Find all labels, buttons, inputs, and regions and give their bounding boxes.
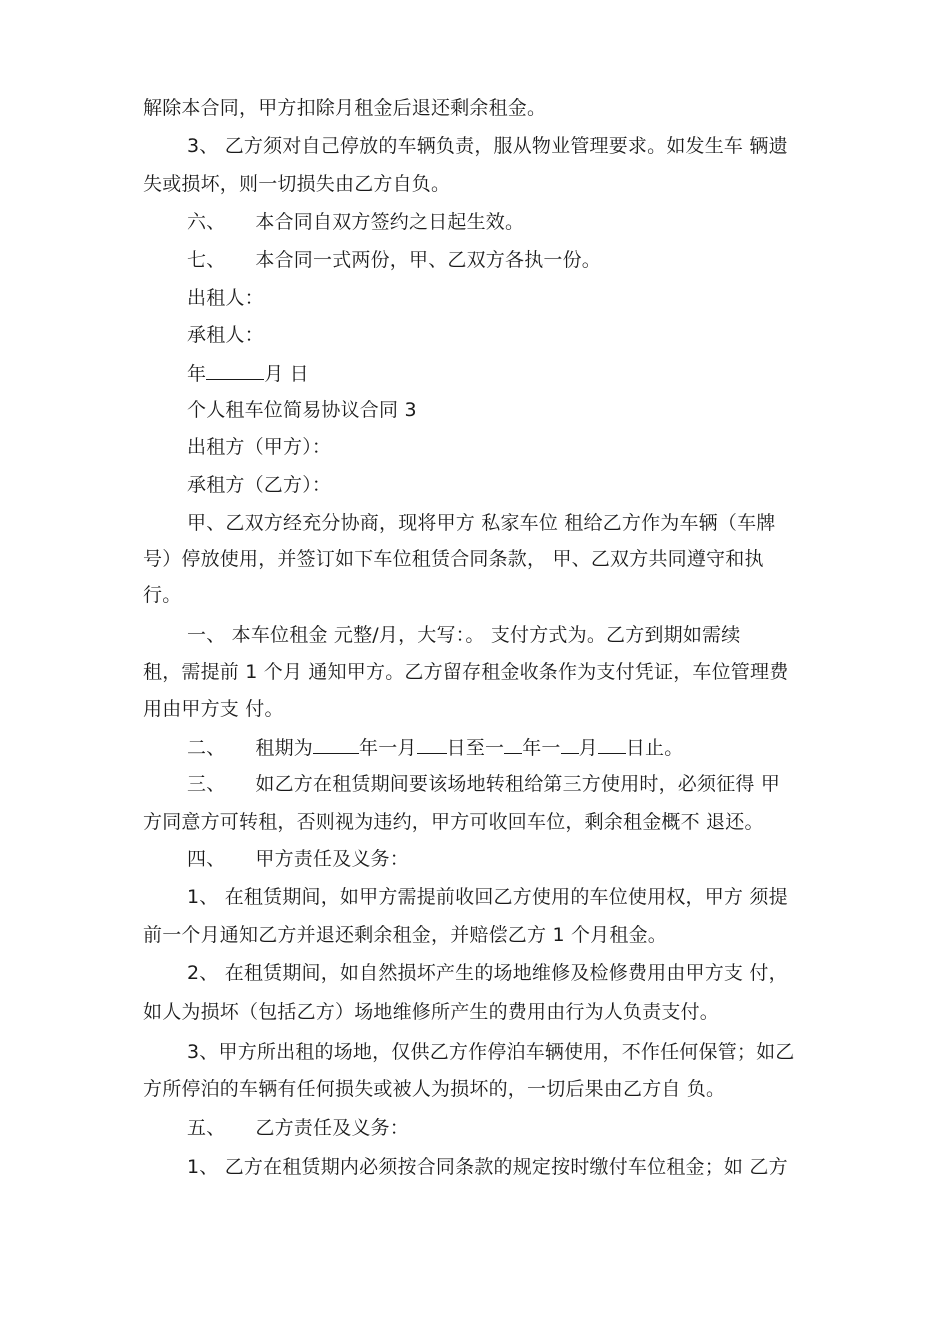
- text: 如乙方在租赁期间要该场地转租给第三方使用时，必须征得 甲: [255, 773, 781, 795]
- text-line: [187, 885, 788, 909]
- blank-line: [417, 735, 447, 754]
- text: 1、 在租赁期间，如甲方需提前收回乙方使用的车位使用权，甲方 须提: [187, 886, 788, 908]
- blank-line: [313, 735, 359, 754]
- section-six: [187, 210, 524, 234]
- text: 3、甲方所出租的场地，仅供乙方作停泊车辆使用，不作任何保管；如乙: [187, 1041, 795, 1063]
- section-number: 四、: [187, 848, 226, 870]
- text: 解除本合同，甲方扣除月租金后退还剩余租金。: [143, 97, 547, 119]
- date-line: [187, 361, 309, 386]
- text: 甲方责任及义务：: [255, 848, 410, 870]
- text: 一、 本车位租金 元整/月，大写：。 支付方式为。乙方到期如需续: [187, 624, 741, 646]
- text: 方同意方可转租，否则视为违约，甲方可收回车位，剩余租金概不 退还。: [143, 811, 764, 833]
- lessee-signature-label: [187, 323, 264, 347]
- text: 出租人：: [187, 287, 264, 309]
- blank-line: [206, 361, 264, 380]
- text: 方所停泊的车辆有任何损失或被人为损坏的，一切后果由乙方自 负。: [143, 1078, 726, 1100]
- section-three: [187, 772, 780, 796]
- blank-line: [561, 735, 579, 754]
- text: 年一月: [359, 737, 417, 759]
- text: 租，需提前 1 个月 通知甲方。乙方留存租金收条作为支付凭证，车位管理费: [143, 661, 789, 683]
- text: 前一个月通知乙方并退还剩余租金，并赔偿乙方 1 个月租金。: [143, 924, 667, 946]
- text: 承租人：: [187, 324, 264, 346]
- text: 承租方（乙方）：: [187, 474, 332, 496]
- text: 年一: [522, 737, 561, 759]
- text: 甲、乙双方经充分协商，现将甲方 私家车位 租给乙方作为车辆（车牌: [187, 512, 776, 534]
- blank-line: [598, 735, 626, 754]
- text-line: [187, 1040, 795, 1064]
- section-number: 五、: [187, 1117, 226, 1139]
- text-line: [143, 172, 450, 196]
- blank-line: [504, 735, 522, 754]
- text: 个人租车位简易协议合同 3: [187, 399, 417, 421]
- text: 如人为损坏（包括乙方）场地维修所产生的费用由行为人负责支付。: [143, 1001, 720, 1023]
- text-line: [143, 583, 181, 607]
- text: 乙方责任及义务：: [255, 1117, 410, 1139]
- text-line: [143, 547, 764, 571]
- text: 租期为: [255, 737, 314, 759]
- text-line: [143, 697, 284, 721]
- section-five: [187, 1116, 409, 1140]
- text-line: [187, 623, 740, 647]
- text-line: [143, 660, 788, 684]
- section-number: 三、: [187, 773, 226, 795]
- text: 用由甲方支 付。: [143, 698, 284, 720]
- text: 本合同自双方签约之日起生效。: [255, 211, 525, 233]
- text-line: [187, 961, 788, 985]
- text: 年: [187, 363, 207, 385]
- text: 1、 乙方在租赁期内必须按合同条款的规定按时缴付车位租金；如 乙方: [187, 1156, 788, 1178]
- text-line: [143, 810, 764, 834]
- lessor-label: [187, 435, 331, 459]
- text: 日至一: [446, 737, 505, 759]
- section-number: 六、: [187, 211, 226, 233]
- text-line: [143, 96, 546, 120]
- text: 2、 在租赁期间，如自然损坏产生的场地维修及检修费用由甲方支 付，: [187, 962, 788, 984]
- text: 月: [578, 737, 598, 759]
- text: 月 日: [264, 363, 309, 385]
- section-seven: [187, 248, 601, 272]
- contract-title: [187, 398, 417, 422]
- lessee-label: [187, 473, 331, 497]
- text: 本合同一式两份，甲、乙双方各执一份。: [255, 249, 602, 271]
- text: 号）停放使用，并签订如下车位租赁合同条款， 甲、乙双方共同遵守和执: [143, 548, 764, 570]
- text-line: [143, 923, 667, 947]
- text-line: [187, 511, 775, 535]
- section-number: 七、: [187, 249, 226, 271]
- text: 行。: [143, 584, 182, 606]
- text: 出租方（甲方）：: [187, 436, 332, 458]
- text: 失或损坏，则一切损失由乙方自负。: [143, 173, 451, 195]
- section-two: [187, 735, 683, 760]
- section-number: 二、: [187, 737, 226, 759]
- text-line: [187, 1155, 788, 1179]
- section-four: [187, 847, 409, 871]
- text-line: [187, 134, 788, 158]
- text-line: [143, 1077, 725, 1101]
- text: 日止。: [625, 737, 684, 759]
- text: 3、 乙方须对自己停放的车辆负责，服从物业管理要求。如发生车 辆遗: [187, 135, 788, 157]
- text-line: [143, 1000, 719, 1024]
- lessor-signature-label: [187, 286, 264, 310]
